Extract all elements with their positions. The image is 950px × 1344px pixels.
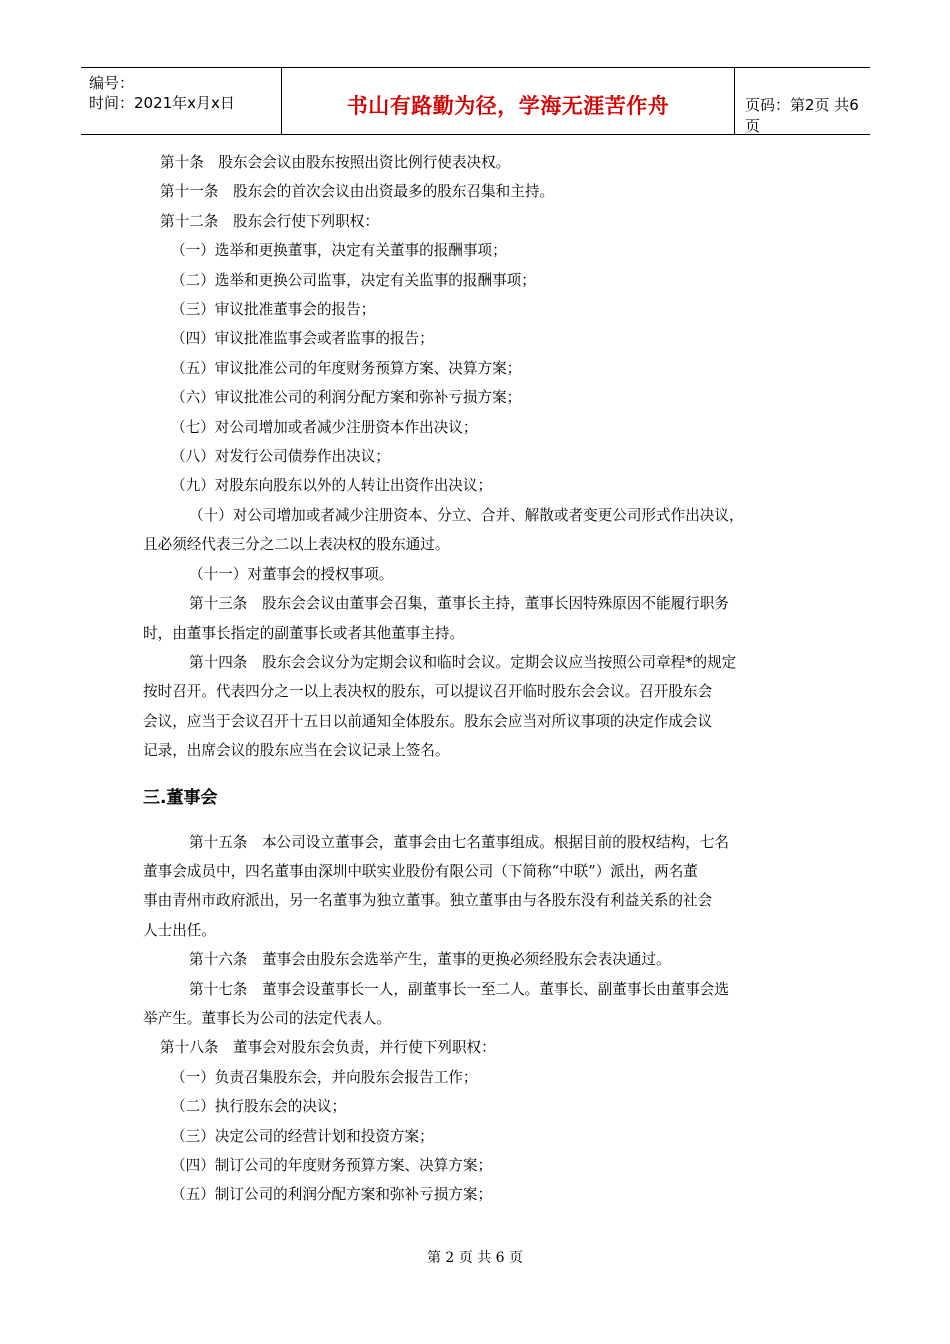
article-12-item-10-line1: （十）对公司增加或者减少注册资本、分立、合并、解散或者变更公司形式作出决议， (189, 506, 744, 524)
article-15-line3: 事由青州市政府派出，另一名董事为独立董事。独立董事由与各股东没有利益关系的社会 (143, 892, 713, 910)
article-12-item: （五）审议批准公司的年度财务预算方案、决算方案； (171, 359, 522, 377)
article-18-item: （三）决定公司的经营计划和投资方案； (171, 1127, 434, 1145)
article-11: 第十一条 股东会的首次会议由出资最多的股东召集和主持。 (160, 183, 555, 201)
document-body (143, 148, 815, 1210)
article-14-line2: 按时召开。代表四分之一以上表决权的股东，可以提议召开临时股东会会议。召开股东会 (143, 683, 713, 701)
article-13-line1: 第十三条 股东会会议由董事会召集，董事长主持，董事长因特殊原因不能履行职务 (189, 595, 729, 613)
article-18: 第十八条 董事会对股东会负责，并行使下列职权： (160, 1039, 496, 1057)
article-10: 第十条 股东会会议由股东按照出资比例行使表决权。 (160, 154, 511, 171)
article-18-item: （二）执行股东会的决议； (171, 1098, 347, 1116)
article-18-item: （五）制订公司的利润分配方案和弥补亏损方案； (171, 1186, 493, 1204)
article-12-item: （八）对发行公司债券作出决议； (171, 448, 390, 466)
article-12-item: （二）选举和更换公司监事，决定有关监事的报酬事项； (171, 271, 536, 289)
article-18-item: （一）负责召集股东会，并向股东会报告工作； (171, 1068, 478, 1086)
article-15-line1: 第十五条 本公司设立董事会，董事会由七名董事组成。根据目前的股权结构，七名 (189, 833, 729, 851)
article-12-item: （四）审议批准监事会或者监事的报告； (171, 330, 434, 348)
header-page-cell (735, 68, 870, 134)
header-motto: 书山有路勤为径，学海无涯苦作舟 (346, 94, 670, 118)
article-17-line1: 第十七条 董事会设董事长一人，副董事长一至二人。董事长、副董事长由董事会选 (189, 980, 729, 998)
page-header (81, 67, 870, 135)
article-12: 第十二条 股东会行使下列职权： (160, 212, 379, 230)
document-date-label: 时间：2021年x月x日 (89, 94, 235, 112)
document-number-label: 编号： (89, 74, 135, 92)
page-footer: 第 2 页 共 6 页 (426, 1250, 524, 1266)
article-16: 第十六条 董事会由股东会选举产生，董事的更换必须经股东会表决通过。 (189, 951, 671, 969)
header-page-info: 页码：第2页 共6页 (745, 96, 859, 135)
article-12-item-10-line2: 且必须经代表三分之二以上表决权的股东通过。 (143, 536, 450, 554)
article-13-line2: 时，由董事长指定的副董事长或者其他董事主持。 (143, 624, 465, 642)
article-12-item: （六）审议批准公司的利润分配方案和弥补亏损方案； (171, 389, 522, 407)
article-12-item: （一）选举和更换董事，决定有关董事的报酬事项； (171, 242, 507, 260)
article-14-line4: 记录，出席会议的股东应当在会议记录上签名。 (143, 742, 450, 760)
article-18-item: （四）制订公司的年度财务预算方案、决算方案； (171, 1157, 493, 1174)
article-12-item: （三）审议批准董事会的报告； (171, 301, 376, 319)
article-12-item: （七）对公司增加或者减少注册资本作出决议； (171, 418, 478, 436)
article-14-line3: 会议，应当于会议召开十五日以前通知全体股东。股东会应当对所议事项的决定作成会议 (143, 712, 713, 730)
article-12-item-11: （十一）对董事会的授权事项。 (189, 565, 394, 583)
article-12-item: （九）对股东向股东以外的人转让出资作出决议； (171, 477, 493, 495)
article-17-line2: 举产生。董事长为公司的法定代表人。 (143, 1009, 392, 1027)
article-15-line4: 人士出任。 (143, 921, 216, 939)
article-14-line1: 第十四条 股东会会议分为定期会议和临时会议。定期会议应当按照公司章程*的规定 (189, 653, 737, 671)
header-motto-cell (282, 68, 735, 134)
header-meta-cell (81, 68, 282, 134)
section-3-title: 三.董事会 (143, 787, 218, 808)
article-15-line2: 董事会成员中，四名董事由深圳中联实业股份有限公司（下简称“中联”）派出，两名董 (143, 862, 698, 880)
